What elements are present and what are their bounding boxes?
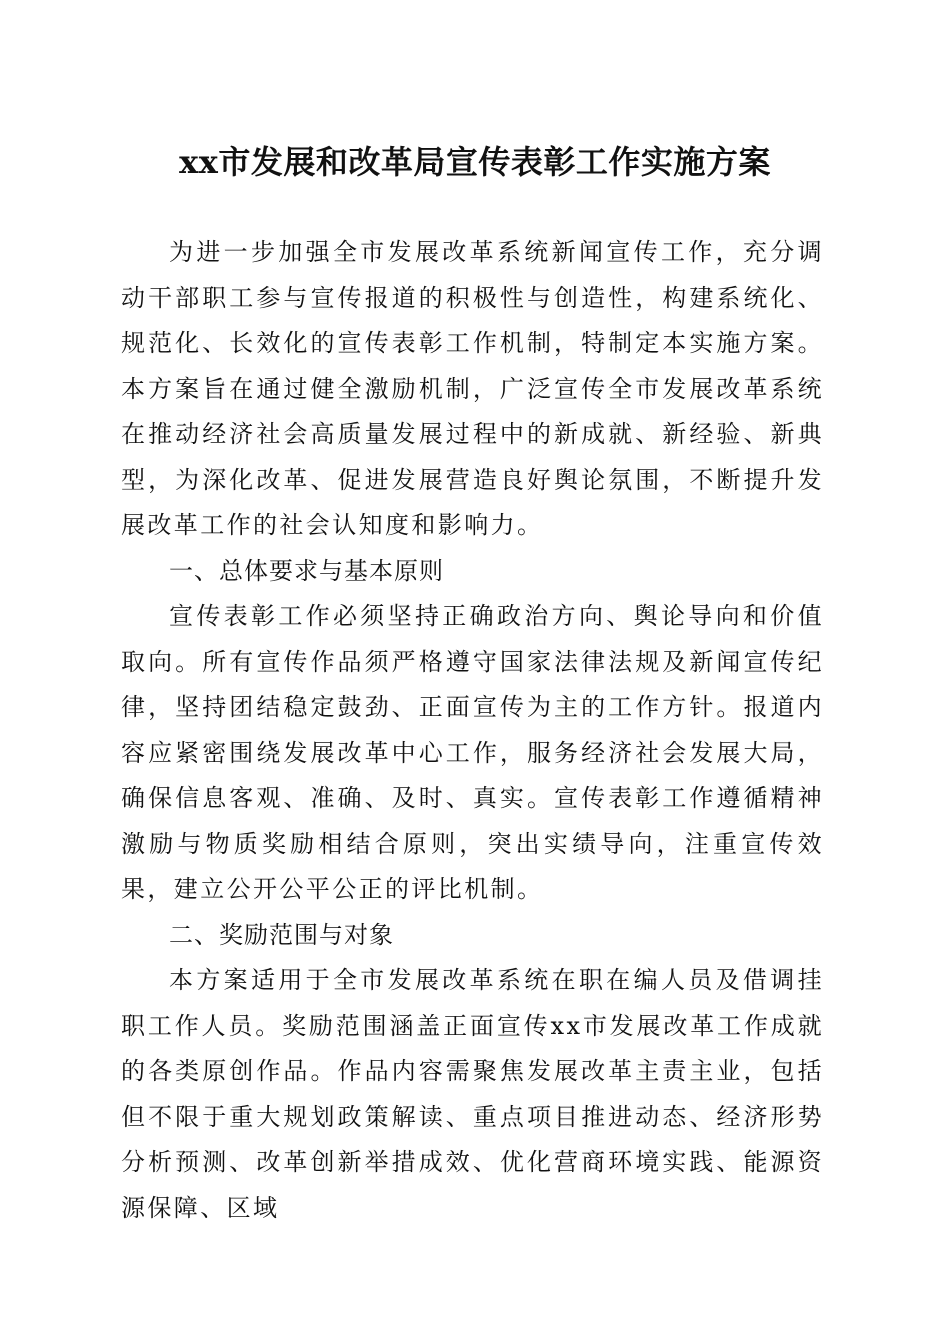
section-paragraph-2: 本方案适用于全市发展改革系统在职在编人员及借调挂职工作人员。奖励范围涵盖正面宣传xx市发展改革工作成就的各类原创作品。作品内容需聚焦发展改革主责主业，包括但不限于重大规划政策解读、重点项目推进动态、经济形势分析预测、改革创新举措成效、优化营商环境实践、能源资源保障、区域 [121, 966, 824, 1222]
section-heading-1: 一、总体要求与基本原则 [169, 556, 444, 585]
document-title: xx市发展和改革局宣传表彰工作实施方案 [179, 143, 771, 181]
intro-paragraph: 为进一步加强全市发展改革系统新闻宣传工作，充分调动干部职工参与宣传报道的积极性与创造性，构建系统化、规范化、长效化的宣传表彰工作机制，特制定本实施方案。本方案旨在通过健全激励机制，广泛宣传全市发展改革系统在推动经济社会高质量发展过程中的新成就、新经验、新典型，为深化改革、促进发展营造良好舆论氛围，不断提升发展改革工作的社会认知度和影响力。 [121, 238, 824, 539]
section-paragraph-1: 宣传表彰工作必须坚持正确政治方向、舆论导向和价值取向。所有宣传作品须严格遵守国家法律法规及新闻宣传纪律，坚持团结稳定鼓劲、正面宣传为主的工作方针。报道内容应紧密围绕发展改革中心工作，服务经济社会发展大局，确保信息客观、准确、及时、真实。宣传表彰工作遵循精神激励与物质奖励相结合原则，突出实绩导向，注重宣传效果，建立公开公平公正的评比机制。 [121, 602, 824, 903]
section-heading-2: 二、奖励范围与对象 [169, 920, 394, 949]
document-body [121, 230, 824, 1231]
